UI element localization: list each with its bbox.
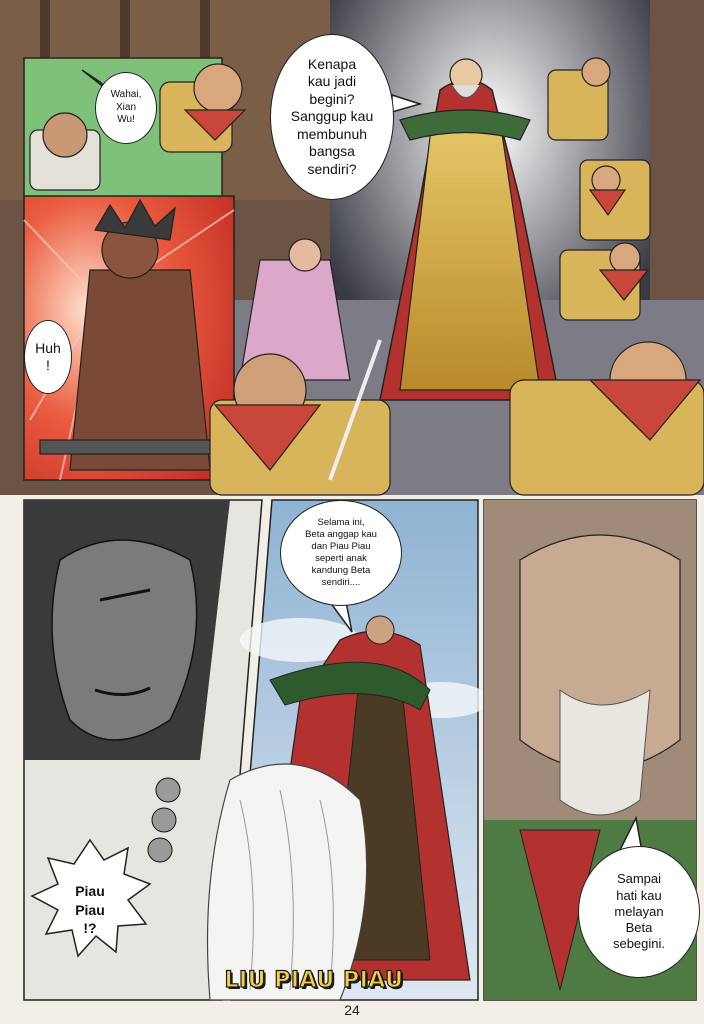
burst-bubble-piau: Piau Piau !? [75, 882, 105, 937]
character-name-caption: LIU PIAU PIAU [224, 967, 404, 993]
page-number: 24 [344, 1002, 360, 1018]
speech-bubble-sampai: Sampai hati kau melayan Beta sebegini. [578, 846, 700, 978]
speech-bubble-huh: Huh ! [24, 320, 72, 394]
speech-bubble-selama: Selama ini, Beta anggap kau dan Piau Piau seperti anak kandung Beta sendiri.... [280, 500, 402, 606]
speech-bubble-kenapa: Kenapa kau jadi begini? Sanggup kau membunuh bangsa sendiri? [270, 34, 394, 200]
speech-bubble-wahai: Wahai, Xian Wu! [95, 72, 157, 144]
